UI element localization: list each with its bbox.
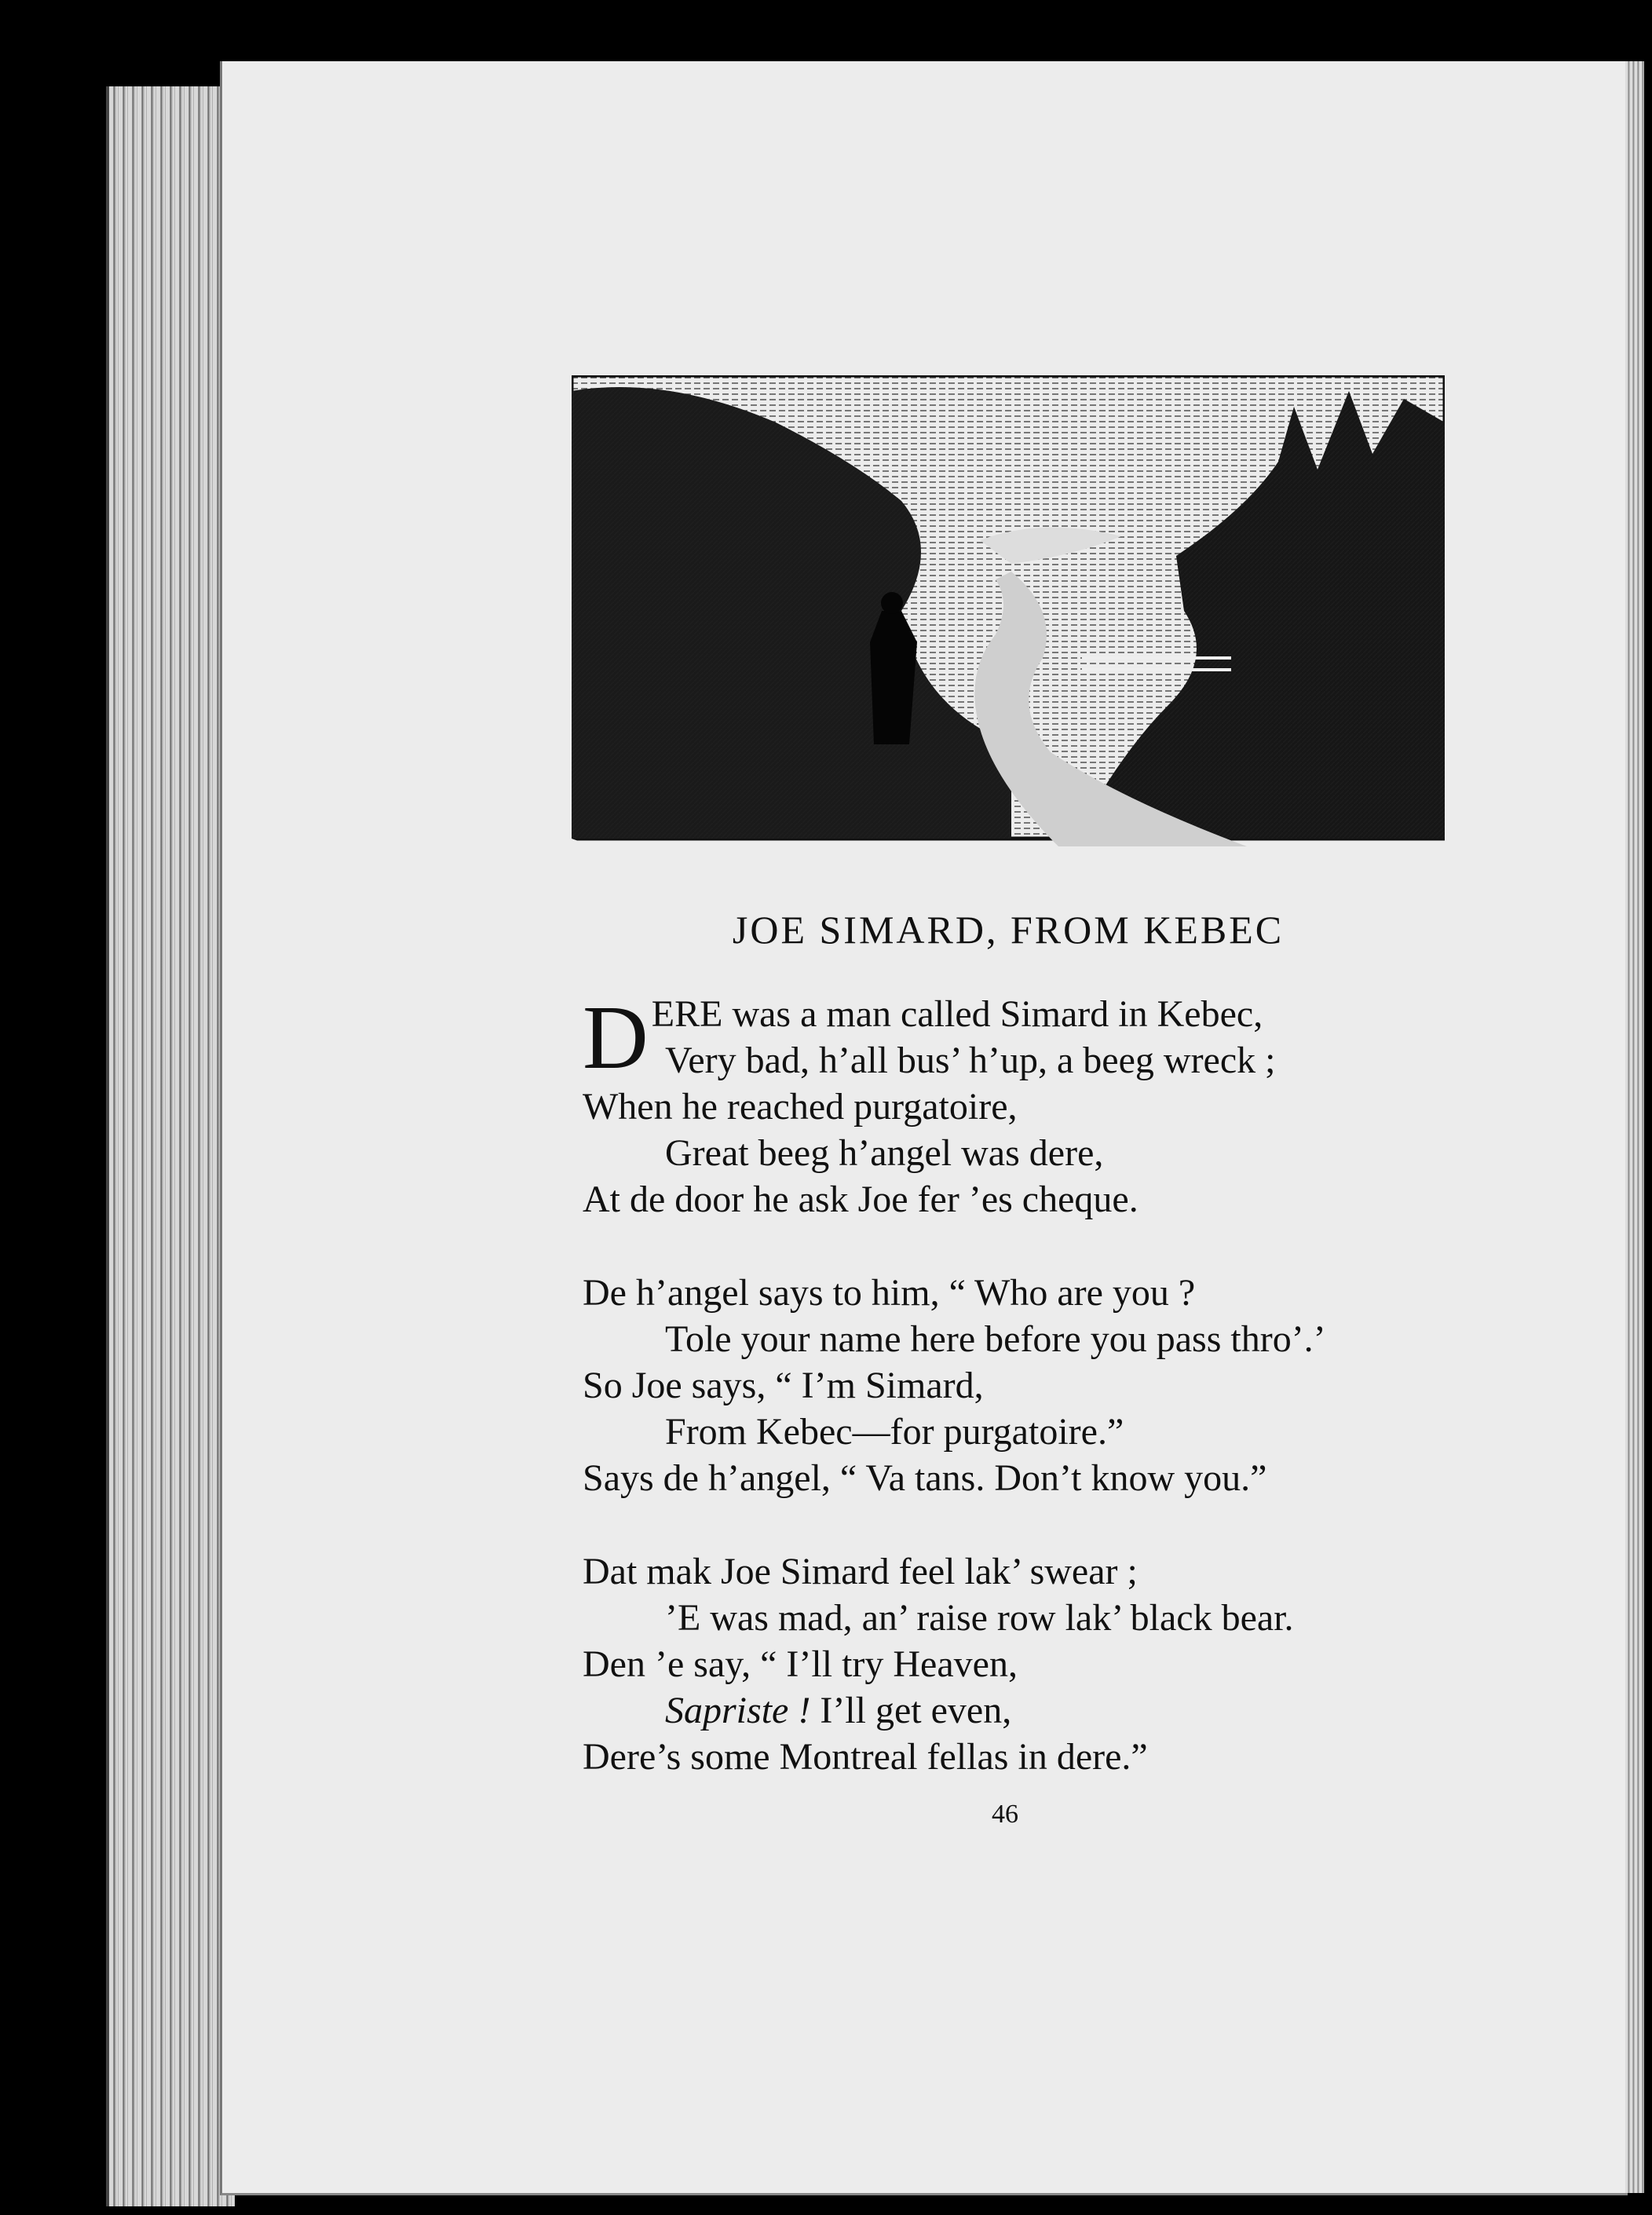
- italic-word: Sapriste !: [665, 1690, 811, 1731]
- stanza-3: [583, 1548, 1470, 1780]
- poem-line: Dere’s some Montreal fellas in dere.”: [583, 1736, 1148, 1778]
- page-number: 46: [992, 1800, 1018, 1829]
- poem-line: When he reached purgatoire,: [583, 1086, 1018, 1128]
- poem-line: From Kebec—for purgatoire.”: [665, 1411, 1124, 1453]
- poem-line: Says de h’angel, “ Va tans. Don’t know you.”: [583, 1457, 1267, 1499]
- poem-body: [583, 988, 1470, 1827]
- poem-line-text: I’ll get even,: [810, 1690, 1012, 1731]
- poem-line: Great beeg h’angel was dere,: [665, 1132, 1104, 1174]
- poem-line: ’E was mad, an’ raise row lak’ black bear.: [665, 1597, 1294, 1639]
- poem-line: Den ’e say, “ I’ll try Heaven,: [583, 1643, 1018, 1685]
- poem-title: JOE SIMARD, FROM KEBEC: [732, 908, 1285, 952]
- stanza-1: [583, 988, 1470, 1223]
- poem-line: De h’angel says to him, “ Who are you ?: [583, 1272, 1196, 1314]
- poem-line-text: ERE was a man called Simard in Kebec,: [651, 993, 1263, 1035]
- page-rim: [1625, 61, 1644, 2193]
- page-edges: [106, 86, 235, 2206]
- engraving-illustration: [572, 375, 1445, 866]
- poem-line: Tole your name here before you pass thro’.’: [665, 1318, 1326, 1360]
- poem-line: [583, 1687, 1470, 1734]
- drop-cap: D: [583, 988, 649, 1088]
- poem-line: Dat mak Joe Simard feel lak’ swear ;: [583, 1551, 1138, 1592]
- poem-line: At de door he ask Joe fer ’es cheque.: [583, 1179, 1138, 1220]
- poem-line: So Joe says, “ I’m Simard,: [583, 1365, 984, 1406]
- landscape-engraving-icon: [572, 375, 1445, 866]
- poem-line: Very bad, h’all bus’ h’up, a beeg wreck ;: [665, 1040, 1276, 1081]
- stanza-2: [583, 1270, 1470, 1501]
